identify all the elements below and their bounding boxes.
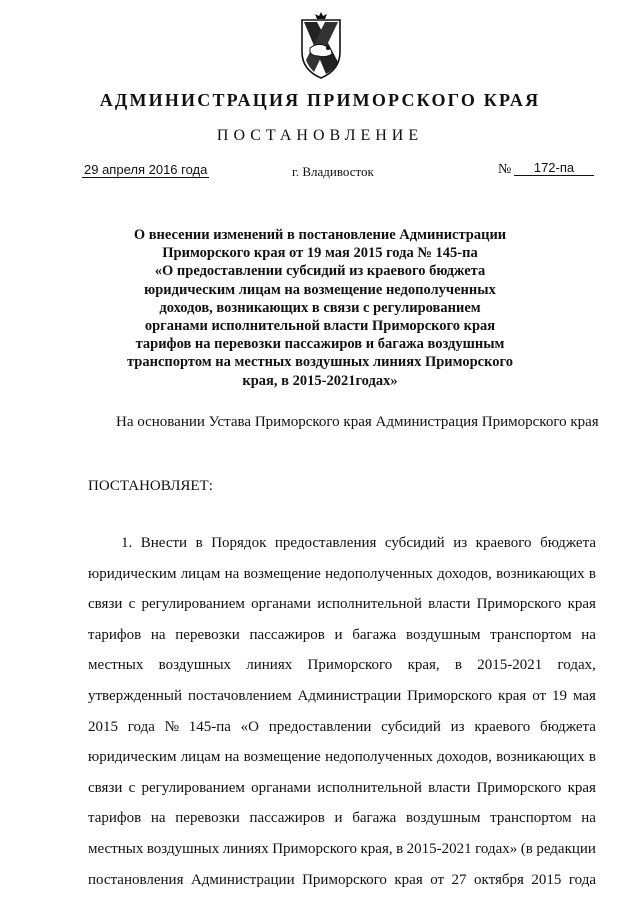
body-word: Администрации [190,871,295,888]
body-word: 2015 [88,718,118,735]
body-word: краевого [475,535,532,551]
body-word: юридическим [88,749,177,766]
body-word: субсидий [384,535,445,551]
body-word: на [581,810,596,827]
body-word: 145-па [188,718,231,735]
body-word: Приморского [476,779,562,796]
body-word: Приморского [272,840,358,857]
body-word: края, [407,657,440,674]
body-line [88,773,596,804]
body-word: Порядок [211,535,267,551]
body-word: Приморского [307,657,393,674]
document-number: 172-па [514,160,594,176]
body-word: недополученных [325,565,433,582]
body-word: воздушных [158,657,232,674]
body-word: на [581,626,596,643]
body-word: воздушным [406,626,481,643]
body-word: недополученных [325,749,433,766]
body-word: постановления [88,871,184,888]
body-word: Администрации [297,687,402,704]
body-word: октября [474,871,524,888]
body-word: № [164,718,179,735]
body-word: краевого [474,718,531,735]
title-line: края, в 2015-2021годах» [242,372,398,389]
body-word: из [450,718,465,735]
body-word: в [396,840,404,857]
body-word: линиях [246,657,293,674]
body-word: с [128,779,136,796]
body-word: 2015-2021 [477,657,543,674]
body-word: 1. [121,535,133,551]
body-word: регулированием [141,596,245,613]
coat-of-arms-emblem [296,12,346,82]
body-word: в [588,749,596,766]
body-word: багажа [352,626,397,643]
body-word: перевозки [175,810,240,827]
body-word: транспортом [490,626,572,643]
body-word: органами [251,596,312,613]
body-word: края [567,596,596,613]
body-word: бюджета [539,718,596,735]
title-line: доходов, возникающих в связи с регулированием [159,299,481,316]
body-line [88,620,596,651]
body-word: бюджета [540,535,596,551]
body-word: постачовлением [187,687,292,704]
body-word: Приморского [407,687,492,704]
document-number-label: № [498,162,512,177]
body-word: края [394,871,423,888]
body-word: годах» [475,840,518,857]
body-word: редакции [536,840,596,857]
body-line [88,834,596,865]
body-line [88,865,596,896]
body-word: года [568,871,596,888]
body-line [88,650,596,681]
body-paragraph [88,528,596,895]
body-word: в [454,657,463,674]
body-word: края, [360,840,393,857]
body-word: в [588,565,596,582]
body-word: на [224,749,240,766]
body-word: предоставления [274,535,377,551]
title-line: транспортом на местных воздушных линиях Приморского [127,354,513,371]
body-word: на [224,565,240,582]
body-word: воздушным [406,810,481,827]
body-word: багажа [352,810,397,827]
body-word: юридическим [88,565,177,582]
body-word: линиях [222,840,269,857]
body-word: края [567,779,596,796]
body-word: предоставлении [268,718,372,735]
body-word: доходов, [437,565,492,582]
body-word: возмещение [243,565,321,582]
body-word: тарифов [88,626,142,643]
body-word: края [497,687,527,704]
body-word: 19 [552,687,568,704]
body-word: доходов, [437,749,492,766]
title-line: органами исполнительной власти Приморского края [144,318,496,335]
organization-name: АДМИНИСТРАЦИЯ ПРИМОРСКОГО КРАЯ [99,90,541,110]
title-line: Приморского края от 19 мая 2015 года № 145-па [162,245,478,262]
body-word: Внести [140,535,188,551]
body-word: власти [428,779,471,796]
body-word: 27 [451,871,467,888]
body-word: исполнительной [317,596,422,613]
body-word: (в [520,840,533,857]
body-word: связи [88,779,123,796]
body-word: субсидий [381,718,441,735]
legal-basis-paragraph: На основании Устава Приморского края Администрация Приморского края [116,414,599,430]
body-word: лицам [180,749,221,766]
body-word: и [334,626,343,643]
body-line [88,589,596,620]
body-word: и [334,810,343,827]
body-word: возникающих [496,565,585,582]
title-line: «О предоставлении субсидий из краевого бюджета [154,263,486,280]
body-word: в [195,535,203,551]
body-word: исполнительной [317,779,422,796]
decree-word: ПОСТАНОВЛЯЕТ: [88,478,213,494]
body-line [88,742,596,773]
body-word: Приморского [302,871,387,888]
body-line [88,559,596,590]
title-line: юридическим лицам на возмещение недополученных [144,281,496,298]
body-word: с [128,596,136,613]
body-word: органами [251,779,312,796]
body-word: лицам [180,565,221,582]
body-word: воздушных [146,840,220,857]
body-word: на [150,810,166,827]
body-word: утвержденный [88,687,183,704]
body-word: Приморского [476,596,562,613]
title-line: тарифов на перевозки пассажиров и багажа воздушным [135,336,505,353]
body-word: годах, [557,657,596,674]
body-word: от [430,871,445,888]
body-word: «О [240,718,259,735]
body-word: тарифов [88,810,142,827]
body-word: местных [88,657,144,674]
body-word: 2015-2021 [406,840,472,857]
body-word: пассажиров [249,810,325,827]
body-word: из [453,535,468,551]
body-word: возмещение [243,749,321,766]
body-word: пассажиров [249,626,325,643]
body-line [88,681,596,712]
body-line [88,803,596,834]
document-city: г. Владивосток [292,164,374,179]
document-title [110,226,530,390]
title-line: О внесении изменений в постановление Администрации [133,227,507,243]
body-word: местных [88,840,144,857]
document-type: ПОСТАНОВЛЕНИЕ [216,127,424,144]
body-word: связи [88,596,123,613]
document-date: 29 апреля 2016 года [84,162,208,177]
body-word: транспортом [490,810,572,827]
body-word: регулированием [141,779,245,796]
body-word: власти [428,596,471,613]
body-word: возникающих [496,749,585,766]
body-word: 2015 [531,871,562,888]
body-word: от [532,687,547,704]
body-line [88,712,596,743]
body-word: перевозки [175,626,240,643]
body-word: на [150,626,166,643]
body-word: года [127,718,155,735]
body-word: мая [572,687,596,704]
body-line [88,528,596,559]
